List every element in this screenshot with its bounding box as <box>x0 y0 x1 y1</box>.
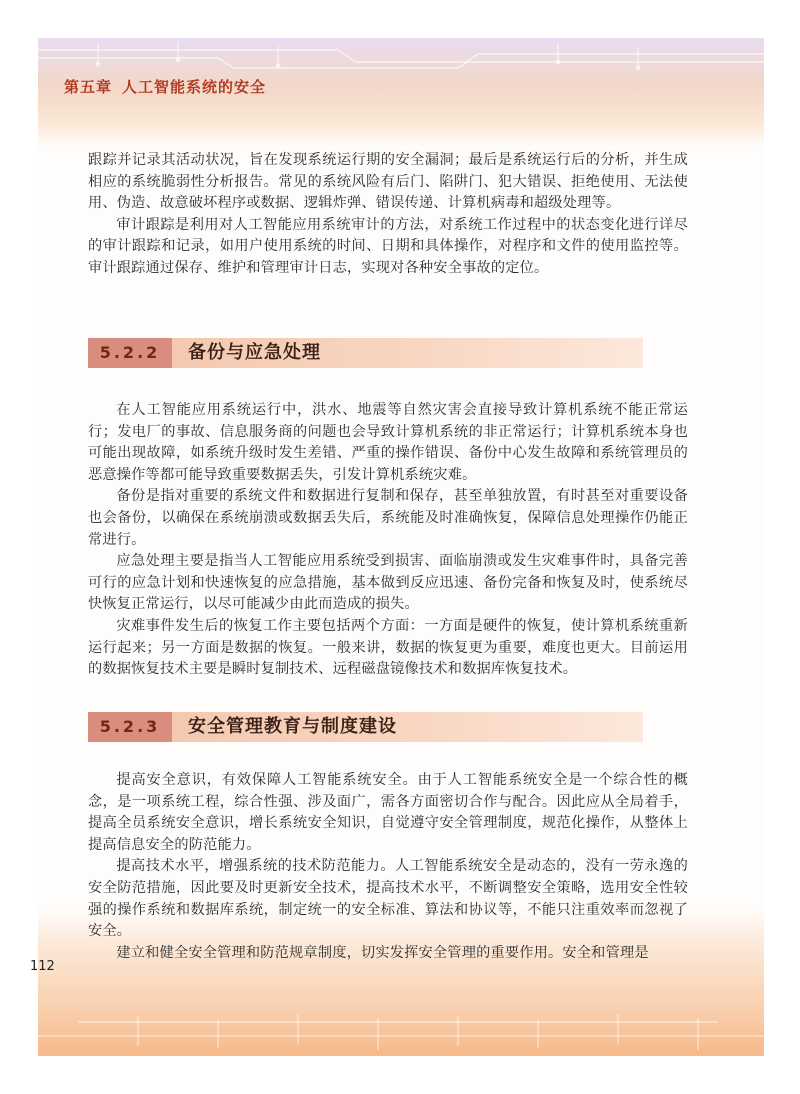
paragraph: 建立和健全安全管理和防范规章制度，切实发挥安全管理的重要作用。安全和管理是 <box>116 944 649 961</box>
page-number: 112 <box>30 959 55 974</box>
section-title: 备份与应急处理 <box>188 342 321 363</box>
chapter-title: 人工智能系统的安全 <box>122 78 267 96</box>
paragraph: 灾难事件发生后的恢复工作主要包括两个方面：一方面是硬件的恢复，使计算机系统重新运行起来；另一方面是数据的恢复。一般来讲，数据的恢复更为重要，难度也更大。目前运用的数据恢复技术主要是瞬时复制技术、远程磁盘镜像技术和数据库恢复技术。 <box>88 617 688 678</box>
chapter-heading <box>64 76 266 97</box>
paragraph: 跟踪并记录其活动状况，旨在发现系统运行期的安全漏洞；最后是系统运行后的分析，并生成相应的系统脆弱性分析报告。常见的系统风险有后门、陷阱门、犯大错误、拒绝使用、无法使用、伪造、故意破坏程序或数据、逻辑炸弹、错误传递、计算机病毒和超级处理等。 <box>88 152 688 212</box>
paragraph: 提高安全意识，有效保障人工智能系统安全。由于人工智能系统安全是一个综合性的概念，是一项系统工程，综合性强、涉及面广，需各方面密切合作与配合。因此应从全局着手，提高全员系统安全意识，增长系统安全知识，自觉遵守安全管理制度，规范化操作，从整体上提高信息安全的防范能力。 <box>88 772 688 853</box>
page-header <box>38 38 764 148</box>
chapter-label: 第五章 <box>64 78 113 96</box>
section-5-2-2-text <box>88 400 688 681</box>
paragraph: 备份是指对重要的系统文件和数据进行复制和保存，甚至单独放置，有时甚至对重要设备也会备份，以确保在系统崩溃或数据丢失后，系统能及时准确恢复，保障信息处理操作仍能正常进行。 <box>88 488 688 548</box>
intro-text <box>88 150 688 280</box>
paragraph: 应急处理主要是指当人工智能应用系统受到损害、面临崩溃或发生灾难事件时，具备完善可行的应急计划和快速恢复的应急措施，基本做到反应迅速、备份完备和恢复及时，使系统尽快恢复正常运行，以尽可能减少由此而造成的损失。 <box>88 553 688 613</box>
paragraph: 在人工智能应用系统运行中，洪水、地震等自然灾害会直接导致计算机系统不能正常运行；发电厂的事故、信息服务商的问题也会导致计算机系统的非正常运行；计算机系统本身也可能出现故障，如系统升级时发生差错、严重的操作错误、备份中心发生故障和系统管理员的恶意操作等都可能导致重要数据丢失，引发计算机系统灾难。 <box>88 402 688 483</box>
paragraph: 提高技术水平，增强系统的技术防范能力。人工智能系统安全是动态的，没有一劳永逸的安全防范措施，因此要及时更新安全技术，提高技术水平，不断调整安全策略，选用安全性较强的操作系统和数据库系统，制定统一的安全标准、算法和协议等，不能只注重效率而忽视了安全。 <box>88 858 688 940</box>
section-heading-5-2-3 <box>88 712 643 742</box>
section-5-2-3-text <box>88 770 688 964</box>
section-title: 安全管理教育与制度建设 <box>188 716 397 737</box>
section-heading-5-2-2 <box>88 338 643 368</box>
section-number: 5.2.2 <box>88 338 172 368</box>
paragraph: 审计跟踪是利用对人工智能应用系统审计的方法，对系统工作过程中的状态变化进行详尽的审计跟踪和记录，如用户使用系统的时间、日期和具体操作，对程序和文件的使用监控等。审计跟踪通过保存、维护和管理审计日志，实现对各种安全事故的定位。 <box>88 216 688 276</box>
footer-decoration <box>38 996 764 1056</box>
section-number: 5.2.3 <box>88 712 172 742</box>
